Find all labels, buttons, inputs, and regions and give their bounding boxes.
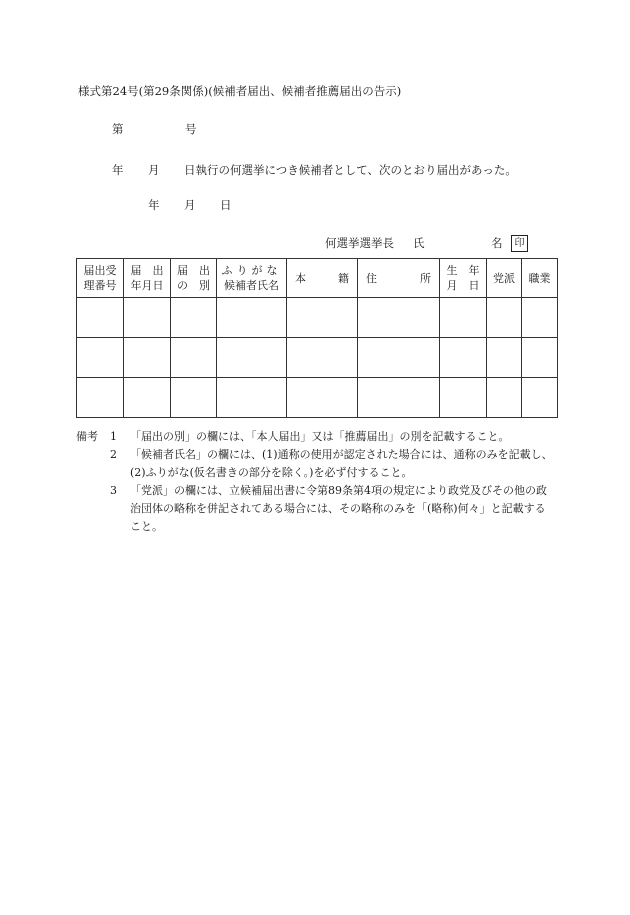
table-row [77,338,558,378]
table-cell [217,378,287,418]
remark-number: 3 [110,484,117,497]
header-occupation: 職業 [522,259,558,298]
table-cell [217,338,287,378]
table-cell [124,338,171,378]
remark-number: 2 [110,448,117,461]
table-row [77,298,558,338]
header-party: 党派 [487,259,522,298]
date-day: 日 [220,198,232,212]
candidate-filing-table [76,258,558,418]
table-cell [440,338,487,378]
header-birth-date: 生 年 月 日 [440,259,487,298]
header-candidate-name: ふりがな 候補者氏名 [217,259,287,298]
table-cell [358,338,440,378]
remark-text: 「届出の別」の欄には、「本人届出」又は「推薦届出」の別を記載すること。 [130,430,510,443]
remark-text: 「候補者氏名」の欄には、(1)通称の使用が認定された場合には、通称のみを記載し、(2)ふりがな(仮名書きの部分を除く。)を必ず付すること。 [130,448,553,479]
date-month: 月 [184,198,196,212]
signature-title: 何選挙選挙長 [325,236,394,250]
announce-year: 年 [112,163,124,177]
table-cell [487,298,522,338]
signature-line [325,234,555,252]
table-cell [440,378,487,418]
signature-shi: 氏 [413,236,425,250]
header-receipt-number: 届出受 理番号 [77,259,124,298]
signature-mei: 名 [491,236,503,250]
announce-month: 月 [148,163,160,177]
number-prefix: 第 [112,122,124,136]
remarks-label: 備考 [76,430,98,443]
table-cell [171,298,217,338]
table-header-row [77,259,558,298]
table-cell [287,378,358,418]
table-cell [522,338,558,378]
remark-item [76,482,556,536]
table-cell [217,298,287,338]
table-cell [171,378,217,418]
table-cell [358,298,440,338]
table-cell [171,338,217,378]
number-suffix: 号 [185,122,197,136]
table-row [77,378,558,418]
table-cell [287,298,358,338]
table-cell [77,298,124,338]
form-title: 様式第24号(第29条関係)(候補者届出、候補者推薦届出の告示) [78,84,402,98]
table-cell [287,338,358,378]
remark-item [76,428,556,446]
table-cell [77,338,124,378]
header-honseki: 本 籍 [287,259,358,298]
table-cell [487,378,522,418]
table-cell [440,298,487,338]
remark-number: 1 [110,430,117,443]
announce-text: 日執行の何選挙につき候補者として、次のとおり届出があった。 [184,163,517,177]
seal-mark: 印 [511,235,528,252]
table-cell [487,338,522,378]
table-cell [358,378,440,418]
remark-item [76,446,556,482]
header-filing-date: 届 出 年月日 [124,259,171,298]
table-cell [124,298,171,338]
remark-text: 「党派」の欄には、立候補届出書に令第89条第4項の規定により政党及びその他の政治団体の略称を併記されてある場合には、その略称のみを「(略称)何々」と記載すること。 [130,484,547,533]
header-address: 住 所 [358,259,440,298]
remarks-section [76,428,556,536]
header-filing-type: 届 出 の 別 [171,259,217,298]
table-cell [124,378,171,418]
date-year: 年 [148,198,160,212]
table-cell [522,298,558,338]
table-cell [522,378,558,418]
table-cell [77,378,124,418]
